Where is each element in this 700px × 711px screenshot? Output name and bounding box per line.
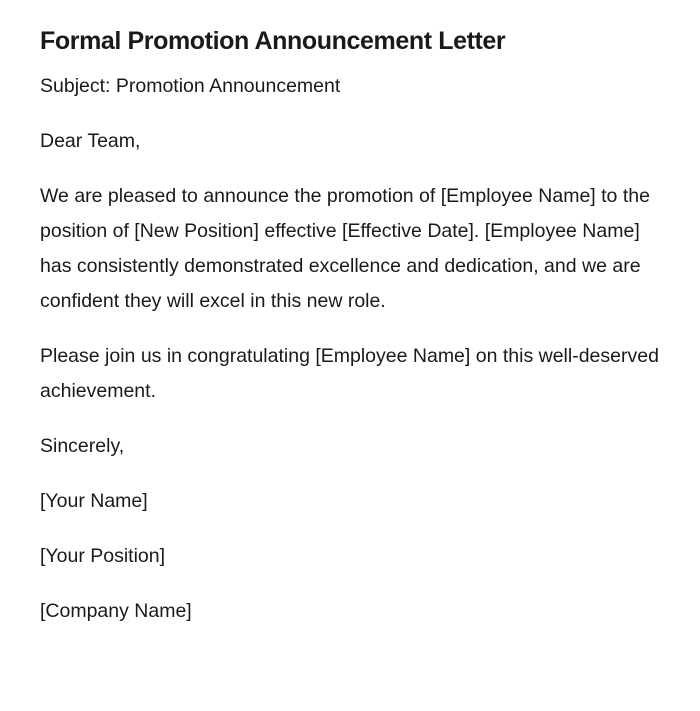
company-name: [Company Name]	[40, 600, 192, 622]
salutation: Dear Team,	[40, 130, 141, 152]
body-paragraph-announcement: We are pleased to announce the promotion of [Employee Name] to the position of [New Position] effective [Effective Date]. [Employee Name] has consistently demonstrated excellence and dedication, and we are confident they will excel in this new role.	[40, 185, 650, 312]
letter-title: Formal Promotion Announcement Letter	[40, 27, 506, 55]
sender-position: [Your Position]	[40, 545, 166, 567]
sender-name: [Your Name]	[40, 490, 148, 512]
subject-line: Subject: Promotion Announcement	[40, 75, 341, 97]
closing: Sincerely,	[40, 435, 125, 457]
body-paragraph-congratulations: Please join us in congratulating [Employee Name] on this well-deserved achievement.	[40, 345, 659, 402]
